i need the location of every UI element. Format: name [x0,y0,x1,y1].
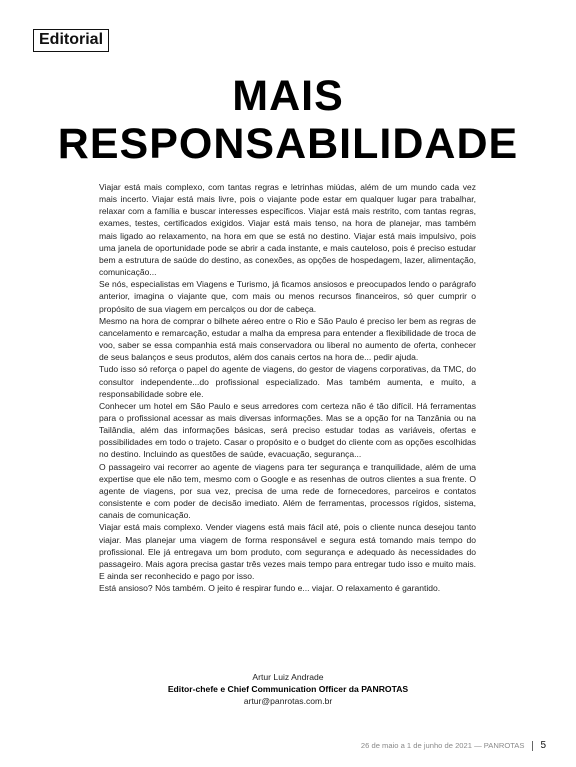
headline-line-1: MAIS [232,72,344,120]
author-email[interactable]: artur@panrotas.com.br [243,696,333,706]
paragraph: Viajar está mais complexo. Vender viagens está mais fácil até, pois o cliente nunca desejou tanto viajar. Mas planejar uma viagem de forma responsável e segura está tomando mais tempo do profissional. Ele já entregava um bom produto, com segurança e adequado às necessidades do passageiro. Mais agora precisa gastar três vezes mais tempo para entregar tudo isso e muito mais. E ainda ser reconhecido e pago por isso. [99,522,476,581]
headline [0,72,576,168]
footer-divider [532,741,533,751]
paragraph: Está ansioso? Nós também. O jeito é respirar fundo e... viajar. O relaxamento é garantido. [99,583,441,594]
paragraph: Viajar está mais complexo, com tantas regras e letrinhas miúdas, além de um mundo cada vez mais incerto. Viajar está mais livre, pois o viajante pode estar em qualquer lugar para trabalhar, relaxar com a família e buscar interesses específicos. Viajar está mais restrito, com tantas regras, exames, testes, certificados exigidos. Viajar está mais tenso, na hora de planejar, mas também mais ligado ao relaxamento, na hora em que se está no destino. Viajar está mais impulsivo, pois uma janela de oportunidade pode se abrir a cada instante, e mais cauteloso, pois é preciso estudar bem a estrutura de saúde do destino, as conexões, as opções de hospedagem, lazer, alimentação, comunicação... [99,182,476,278]
headline-line-2: RESPONSABILIDADE [57,120,519,168]
article-body [99,181,476,594]
edition-info: 26 de maio a 1 de junho de 2021 — PANROTAS [360,741,525,750]
signature-block [0,671,576,707]
paragraph: Se nós, especialistas em Viagens e Turismo, já ficamos ansiosos e preocupados lendo o parágrafo anterior, imagina o viajante que, com mais ou menos recursos financeiros, só quer cumprir o propósito de sua viagem em percalços ou dor de cabeça. [99,279,476,314]
page-footer [361,740,546,751]
paragraph: Mesmo na hora de comprar o bilhete aéreo entre o Rio e São Paulo é preciso ler bem as regras de cancelamento e remarcação, estudar a malha da empresa para entender a flexibilidade de troca de voo, saber se essa companhia está mais conservadora ou liberal no aumento de oferta, conhecer de seus balanços e seus produtos, além dos canais certos na hora de... pedir ajuda. [99,315,476,363]
paragraph: Tudo isso só reforça o papel do agente de viagens, do gestor de viagens corporativas, da TMC, do consultor independente...do profissional especializado. Mas também aumenta, e muito, a responsabilidade sobre ele. [99,364,476,399]
page-number: 5 [540,740,546,751]
author-name: Artur Luiz Andrade [252,672,324,682]
paragraph: O passageiro vai recorrer ao agente de viagens para ter segurança e tranquilidade, além de uma expertise que ele não tem, mesmo com o Google e as resenhas de outros clientes a sua frente. O agente de viagens, por sua vez, precisa de uma rede de fornecedores, parceiros e contatos consistente e com poder de decisão imediato. Além de ferramentas, processos rígidos, sistema, canais de comunicação. [99,461,476,521]
author-role: Editor-chefe e Chief Communication Officer da PANROTAS [167,684,409,694]
paragraph: Conhecer um hotel em São Paulo e seus arredores com certeza não é tão difícil. Há ferramentas para o profissional acessar as mais diversas informações. Mas se a opção for na Tanzânia ou na Tailândia, além das informações básicas, será preciso estudar todas as variáveis, ofertas e possibilidades em todo o trajeto. Casar o propósito e o budget do cliente com as opções escolhidas no destino. Incluindo as questões de saúde, evacuação, segurança... [99,400,476,460]
section-tag: Editorial [33,29,109,52]
